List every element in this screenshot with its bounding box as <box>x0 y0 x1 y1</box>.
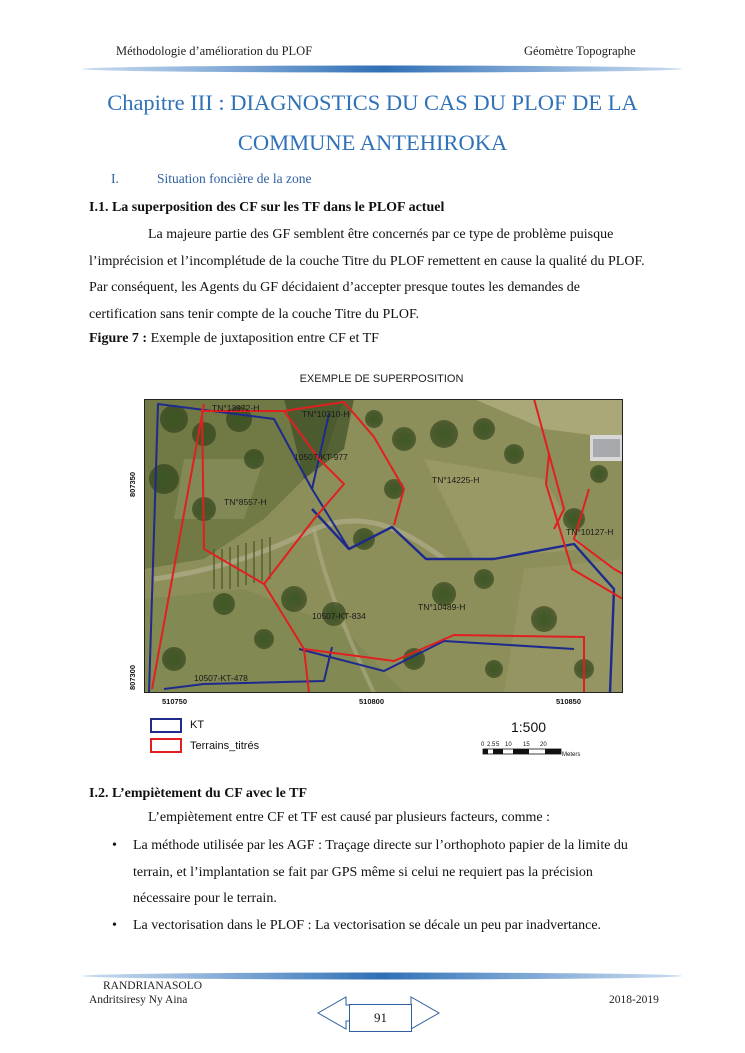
figure-caption-text: Exemple de juxtaposition entre CF et TF <box>150 331 379 346</box>
paragraph-line: l’imprécision et l’incomplétude de la couche Titre du PLOF remettent en cause la qualité du PLOF. <box>89 253 645 269</box>
scale-bar <box>480 739 595 759</box>
scale-bar-tick: 15 <box>523 742 530 748</box>
parcel-label: 10507-KT-478 <box>194 673 248 683</box>
x-tick-label: 510850 <box>556 697 582 706</box>
chapter-title-line-2: COMMUNE ANTEHIROKA <box>237 130 508 155</box>
legend-kt-swatch <box>150 718 182 733</box>
footer-author-surname: RANDRIANASOLO <box>103 980 203 992</box>
map-y-axis <box>125 455 139 695</box>
bullet-item <box>133 833 673 913</box>
page-number: 91 <box>349 1004 412 1032</box>
paragraph-line: La majeure partie des GF semblent être concernés par ce type de problème puisque <box>148 227 614 242</box>
footer-year: 2018-2019 <box>609 994 659 1006</box>
scale-bar-tick: 5 <box>496 742 500 748</box>
figure-label: Figure 7 : <box>89 331 148 346</box>
parcel-label: TN°8557-H <box>224 497 267 507</box>
scale-bar-tick: 0 <box>481 742 485 748</box>
subsection-2-heading: I.2. L’empiètement du CF avec le TF <box>89 786 308 801</box>
bullet-item <box>133 913 673 940</box>
parcel-label: 10507-KT-977 <box>294 452 348 462</box>
footer-author-name: Andritsiresy Ny Aina <box>89 994 188 1006</box>
scale-bar-tick: 2.5 <box>487 742 496 748</box>
map-scale: 1:500 <box>511 719 547 735</box>
parcel-label: TN°14225-H <box>432 475 480 485</box>
legend-tf-label: Terrains_titrés <box>190 740 260 752</box>
scale-bar-tick: 10 <box>505 742 512 748</box>
bullet-line: La vectorisation dans le PLOF : La vectorisation se décale un peu par inadvertance. <box>133 918 602 933</box>
figure-caption <box>89 331 379 347</box>
header-divider <box>82 63 682 75</box>
subsection-1-paragraph <box>89 222 673 328</box>
legend-kt-label: KT <box>190 719 205 731</box>
bullet-icon: • <box>112 918 117 933</box>
parcel-label: TN°10310-H <box>302 409 350 419</box>
parcel-label: TN°10127-H <box>566 527 614 537</box>
y-tick-label: 807300 <box>128 664 137 690</box>
bullet-icon: • <box>112 838 117 853</box>
bullet-line: nécessaire pour le terrain. <box>133 891 277 906</box>
map-image <box>144 399 623 693</box>
section-title: Situation foncière de la zone <box>157 171 312 186</box>
header-document-title: Méthodologie d’amélioration du PLOF <box>116 44 313 58</box>
scale-bar-tick: 20 <box>540 742 547 748</box>
scale-bar-unit: Meters <box>562 752 581 758</box>
parcel-label: 10507-KT-834 <box>312 611 366 621</box>
y-tick-label: 807350 <box>128 471 137 497</box>
x-tick-label: 510750 <box>162 697 188 706</box>
map-title: EXEMPLE DE SUPERPOSITION <box>299 373 464 385</box>
legend-tf-swatch <box>150 738 182 753</box>
bullet-line: La méthode utilisée par les AGF : Traçage directe sur l’orthophoto papier de la limite du <box>133 838 628 853</box>
parcel-label: TN°13972-H <box>212 403 260 413</box>
paragraph-line: Par conséquent, les Agents du GF décidaient d’accepter presque toutes les demandes de <box>89 280 581 295</box>
subsection-1-heading: I.1. La superposition des CF sur les TF dans le PLOF actuel <box>89 200 445 215</box>
paragraph-line: certification sans tenir compte de la couche Titre du PLOF. <box>89 306 420 322</box>
bullet-line: terrain, et l’implantation se fait par GPS même si celui ne requiert pas la précision <box>133 864 593 880</box>
parcel-label: TN°10489-H <box>418 602 466 612</box>
x-tick-label: 510800 <box>359 697 385 706</box>
header-profession: Géomètre Topographe <box>524 44 636 58</box>
chapter-title-line-1: Chapitre III : DIAGNOSTICS DU CAS DU PLOF DE LA <box>107 90 638 115</box>
subsection-2-intro: L’empiètement entre CF et TF est causé par plusieurs facteurs, comme : <box>148 810 550 825</box>
section-number: I. <box>111 171 119 186</box>
